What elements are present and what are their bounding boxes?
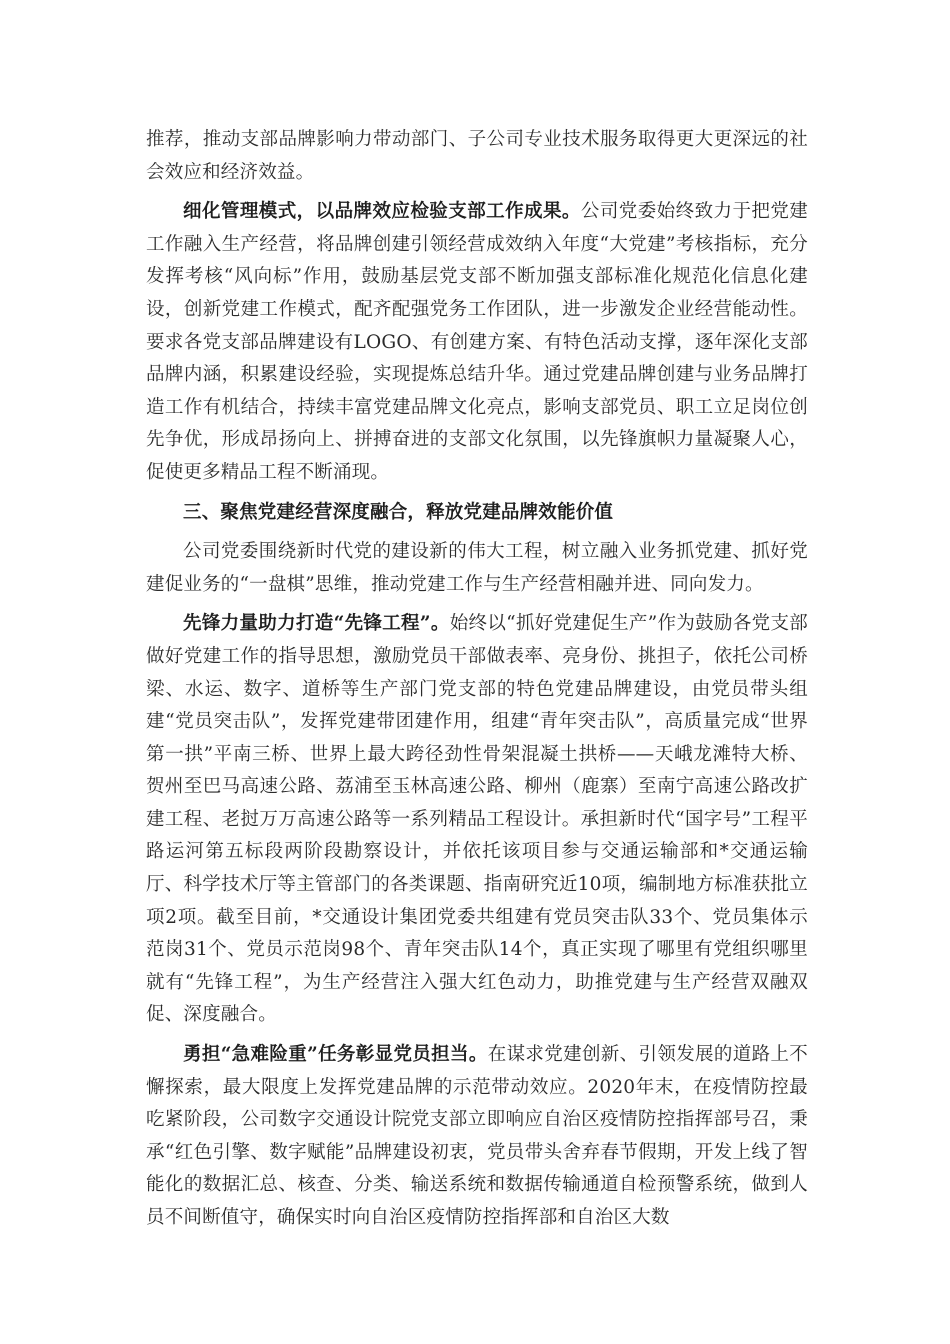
paragraph-lead: 细化管理模式，以品牌效应检验支部工作成果。 xyxy=(183,201,581,223)
paragraph-text: 在谋求党建创新、引领发展的道路上不懈探索，最大限度上发挥党建品牌的示范带动效应。2020年末，在疫情防控最吃紧阶段，公司数字交通设计院党支部立即响应自治区疫情防控指挥部号召，秉承“红色引擎、数字赋能”品牌建设初衷，党员带头舍弃春节假期，开发上线了智能化的数据汇总、核查、分类、输送系统和数据传输通道自检预警系统，做到人员不间断值守，确保实时向自治区疫情防控指挥部和自治区大数 xyxy=(146,1044,808,1228)
document-body xyxy=(146,124,808,1242)
section-heading-3: 三、聚焦党建经营深度融合，释放党建品牌效能价值 xyxy=(183,501,614,523)
paragraph-text: 公司党委始终致力于把党建工作融入生产经营，将品牌创建引领经营成效纳入年度“大党建”考核指标，充分发挥考核“风向标”作用，鼓励基层党支部不断加强支部标准化规范化信息化建设，创新党建工作模式，配齐配强党务工作团队，进一步激发企业经营能动性。要求各党支部品牌建设有LOGO、有创建方案、有特色活动支撑，逐年深化支部品牌内涵，积累建设经验，实现提炼总结升华。通过党建品牌创建与业务品牌打造工作有机结合，持续丰富党建品牌文化亮点，影响支部党员、职工立足岗位创先争优，形成昂扬向上、拼搏奋进的支部文化氛围，以先锋旗帜力量凝聚人心，促使更多精品工程不断涌现。 xyxy=(146,201,809,483)
paragraph-management-model xyxy=(146,196,808,489)
paragraph-lead: 先锋力量助力打造“先锋工程”。 xyxy=(183,613,450,635)
paragraph-section-intro xyxy=(146,536,808,601)
paragraph-urgent-tasks xyxy=(146,1039,808,1235)
paragraph-text: 推荐，推动支部品牌影响力带动部门、子公司专业技术服务取得更大更深远的社会效应和经济效益。 xyxy=(146,129,808,183)
paragraph-text: 公司党委围绕新时代党的建设新的伟大工程，树立融入业务抓党建、抓好党建促业务的“一盘棋”思维，推动党建工作与生产经营相融并进、同向发力。 xyxy=(146,541,808,595)
paragraph-pioneer-projects xyxy=(146,608,808,1032)
paragraph-continuation xyxy=(146,124,808,189)
paragraph-text: 始终以“抓好党建促生产”作为鼓励各党支部做好党建工作的指导思想，激励党员干部做表率、亮身份、挑担子，依托公司桥梁、水运、数字、道桥等生产部门党支部的特色党建品牌建设，由党员带头组建“党员突击队”，发挥党建带团建作用，组建“青年突击队”，高质量完成“世界第一拱”平南三桥、世界上最大跨径劲性骨架混凝土拱桥——天峨龙滩特大桥、贺州至巴马高速公路、荔浦至玉林高速公路、柳州（鹿寨）至南宁高速公路改扩建工程、老挝万万高速公路等一系列精品工程设计。承担新时代“国字号”工程平路运河第五标段两阶段勘察设计，并依托该项目参与交通运输部和*交通运输厅、科学技术厅等主管部门的各类课题、指南研究近10项，编制地方标准获批立项2项。截至目前，*交通设计集团党委共组建有党员突击队33个、党员集体示范岗31个、党员示范岗98个、青年突击队14个，真正实现了哪里有党组织哪里就有“先锋工程”，为生产经营注入强大红色动力，助推党建与生产经营双融双促、深度融合。 xyxy=(146,613,808,1026)
paragraph-lead: 勇担“急难险重”任务彰显党员担当。 xyxy=(183,1044,488,1066)
